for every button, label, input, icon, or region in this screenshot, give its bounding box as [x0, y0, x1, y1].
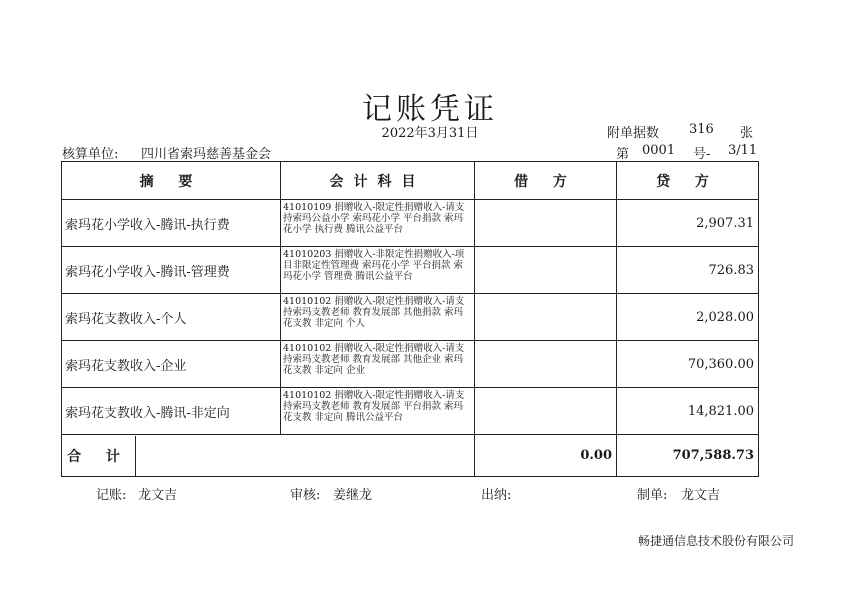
- table-header-row: [62, 162, 759, 200]
- row-account: 41010109 捐赠收入-限定性捐赠收入-请支持索玛公益小学 索玛花小学 平台捐款 索玛花小学 执行费 腾讯公益平台: [281, 200, 475, 247]
- header-credit: 贷 方: [617, 162, 759, 200]
- voucher-number-prefix: 第: [616, 147, 630, 162]
- row-account: 41010102 捐赠收入-限定性捐赠收入-请支持索玛支教老师 教育发展部 其他捐款 索玛花支教 非定向 个人: [281, 294, 475, 341]
- row-debit: [475, 247, 617, 294]
- table-row: [62, 388, 759, 435]
- total-debit: 0.00: [475, 435, 617, 477]
- software-company: 畅捷通信息技术股份有限公司: [637, 534, 794, 548]
- voucher-title: 记账凭证: [362, 92, 498, 127]
- row-summary: 索玛花小学收入-腾讯-管理费: [62, 247, 281, 294]
- row-credit: 2,907.31: [617, 200, 759, 247]
- total-label-cell: [62, 435, 475, 477]
- row-debit: [475, 388, 617, 435]
- bookkeeper-label: 记账:: [96, 488, 127, 503]
- attachments-label: 附单据数: [607, 126, 660, 141]
- voucher-page: 3/11: [728, 143, 758, 158]
- row-debit: [475, 341, 617, 388]
- row-credit: 70,360.00: [617, 341, 759, 388]
- header-debit: 借 方: [475, 162, 617, 200]
- bookkeeper-name: 龙文吉: [138, 488, 178, 503]
- row-debit: [475, 200, 617, 247]
- row-debit: [475, 294, 617, 341]
- cashier-label: 出纳:: [481, 488, 512, 503]
- total-label: 合 计: [62, 436, 136, 476]
- voucher-date: 2022年3月31日: [381, 126, 479, 141]
- preparer-name: 龙文吉: [681, 488, 721, 503]
- auditor-name: 姜继龙: [333, 488, 373, 503]
- table-row: [62, 247, 759, 294]
- row-account: 41010102 捐赠收入-限定性捐赠收入-请支持索玛支教老师 教育发展部 其他企业 索玛花支教 非定向 企业: [281, 341, 475, 388]
- accounting-unit-label: 核算单位:: [62, 147, 119, 162]
- row-summary: 索玛花支教收入-企业: [62, 341, 281, 388]
- row-credit: 726.83: [617, 247, 759, 294]
- row-credit: 2,028.00: [617, 294, 759, 341]
- voucher-number-separator: 号-: [693, 147, 711, 162]
- voucher-number: 0001: [642, 143, 676, 158]
- auditor-label: 审核:: [290, 488, 321, 503]
- row-credit: 14,821.00: [617, 388, 759, 435]
- row-summary: 索玛花小学收入-腾讯-执行费: [62, 200, 281, 247]
- total-row: [62, 435, 759, 477]
- header-summary: 摘 要: [62, 162, 281, 200]
- row-summary: 索玛花支教收入-个人: [62, 294, 281, 341]
- attachments-count: 316: [689, 122, 714, 137]
- preparer-label: 制单:: [637, 488, 668, 503]
- row-summary: 索玛花支教收入-腾讯-非定向: [62, 388, 281, 435]
- accounting-unit-value: 四川省索玛慈善基金会: [141, 147, 272, 162]
- header-account: 会计科目: [281, 162, 475, 200]
- table-row: [62, 200, 759, 247]
- attachments-unit: 张: [740, 126, 754, 141]
- voucher-table: [61, 161, 759, 477]
- row-account: 41010203 捐赠收入-非限定性捐赠收入-项目非限定性管理费 索玛花小学 平台捐款 索玛花小学 管理费 腾讯公益平台: [281, 247, 475, 294]
- row-account: 41010102 捐赠收入-限定性捐赠收入-请支持索玛支教老师 教育发展部 平台捐款 索玛花支教 非定向 腾讯公益平台: [281, 388, 475, 435]
- table-row: [62, 294, 759, 341]
- table-row: [62, 341, 759, 388]
- total-credit: 707,588.73: [617, 435, 759, 477]
